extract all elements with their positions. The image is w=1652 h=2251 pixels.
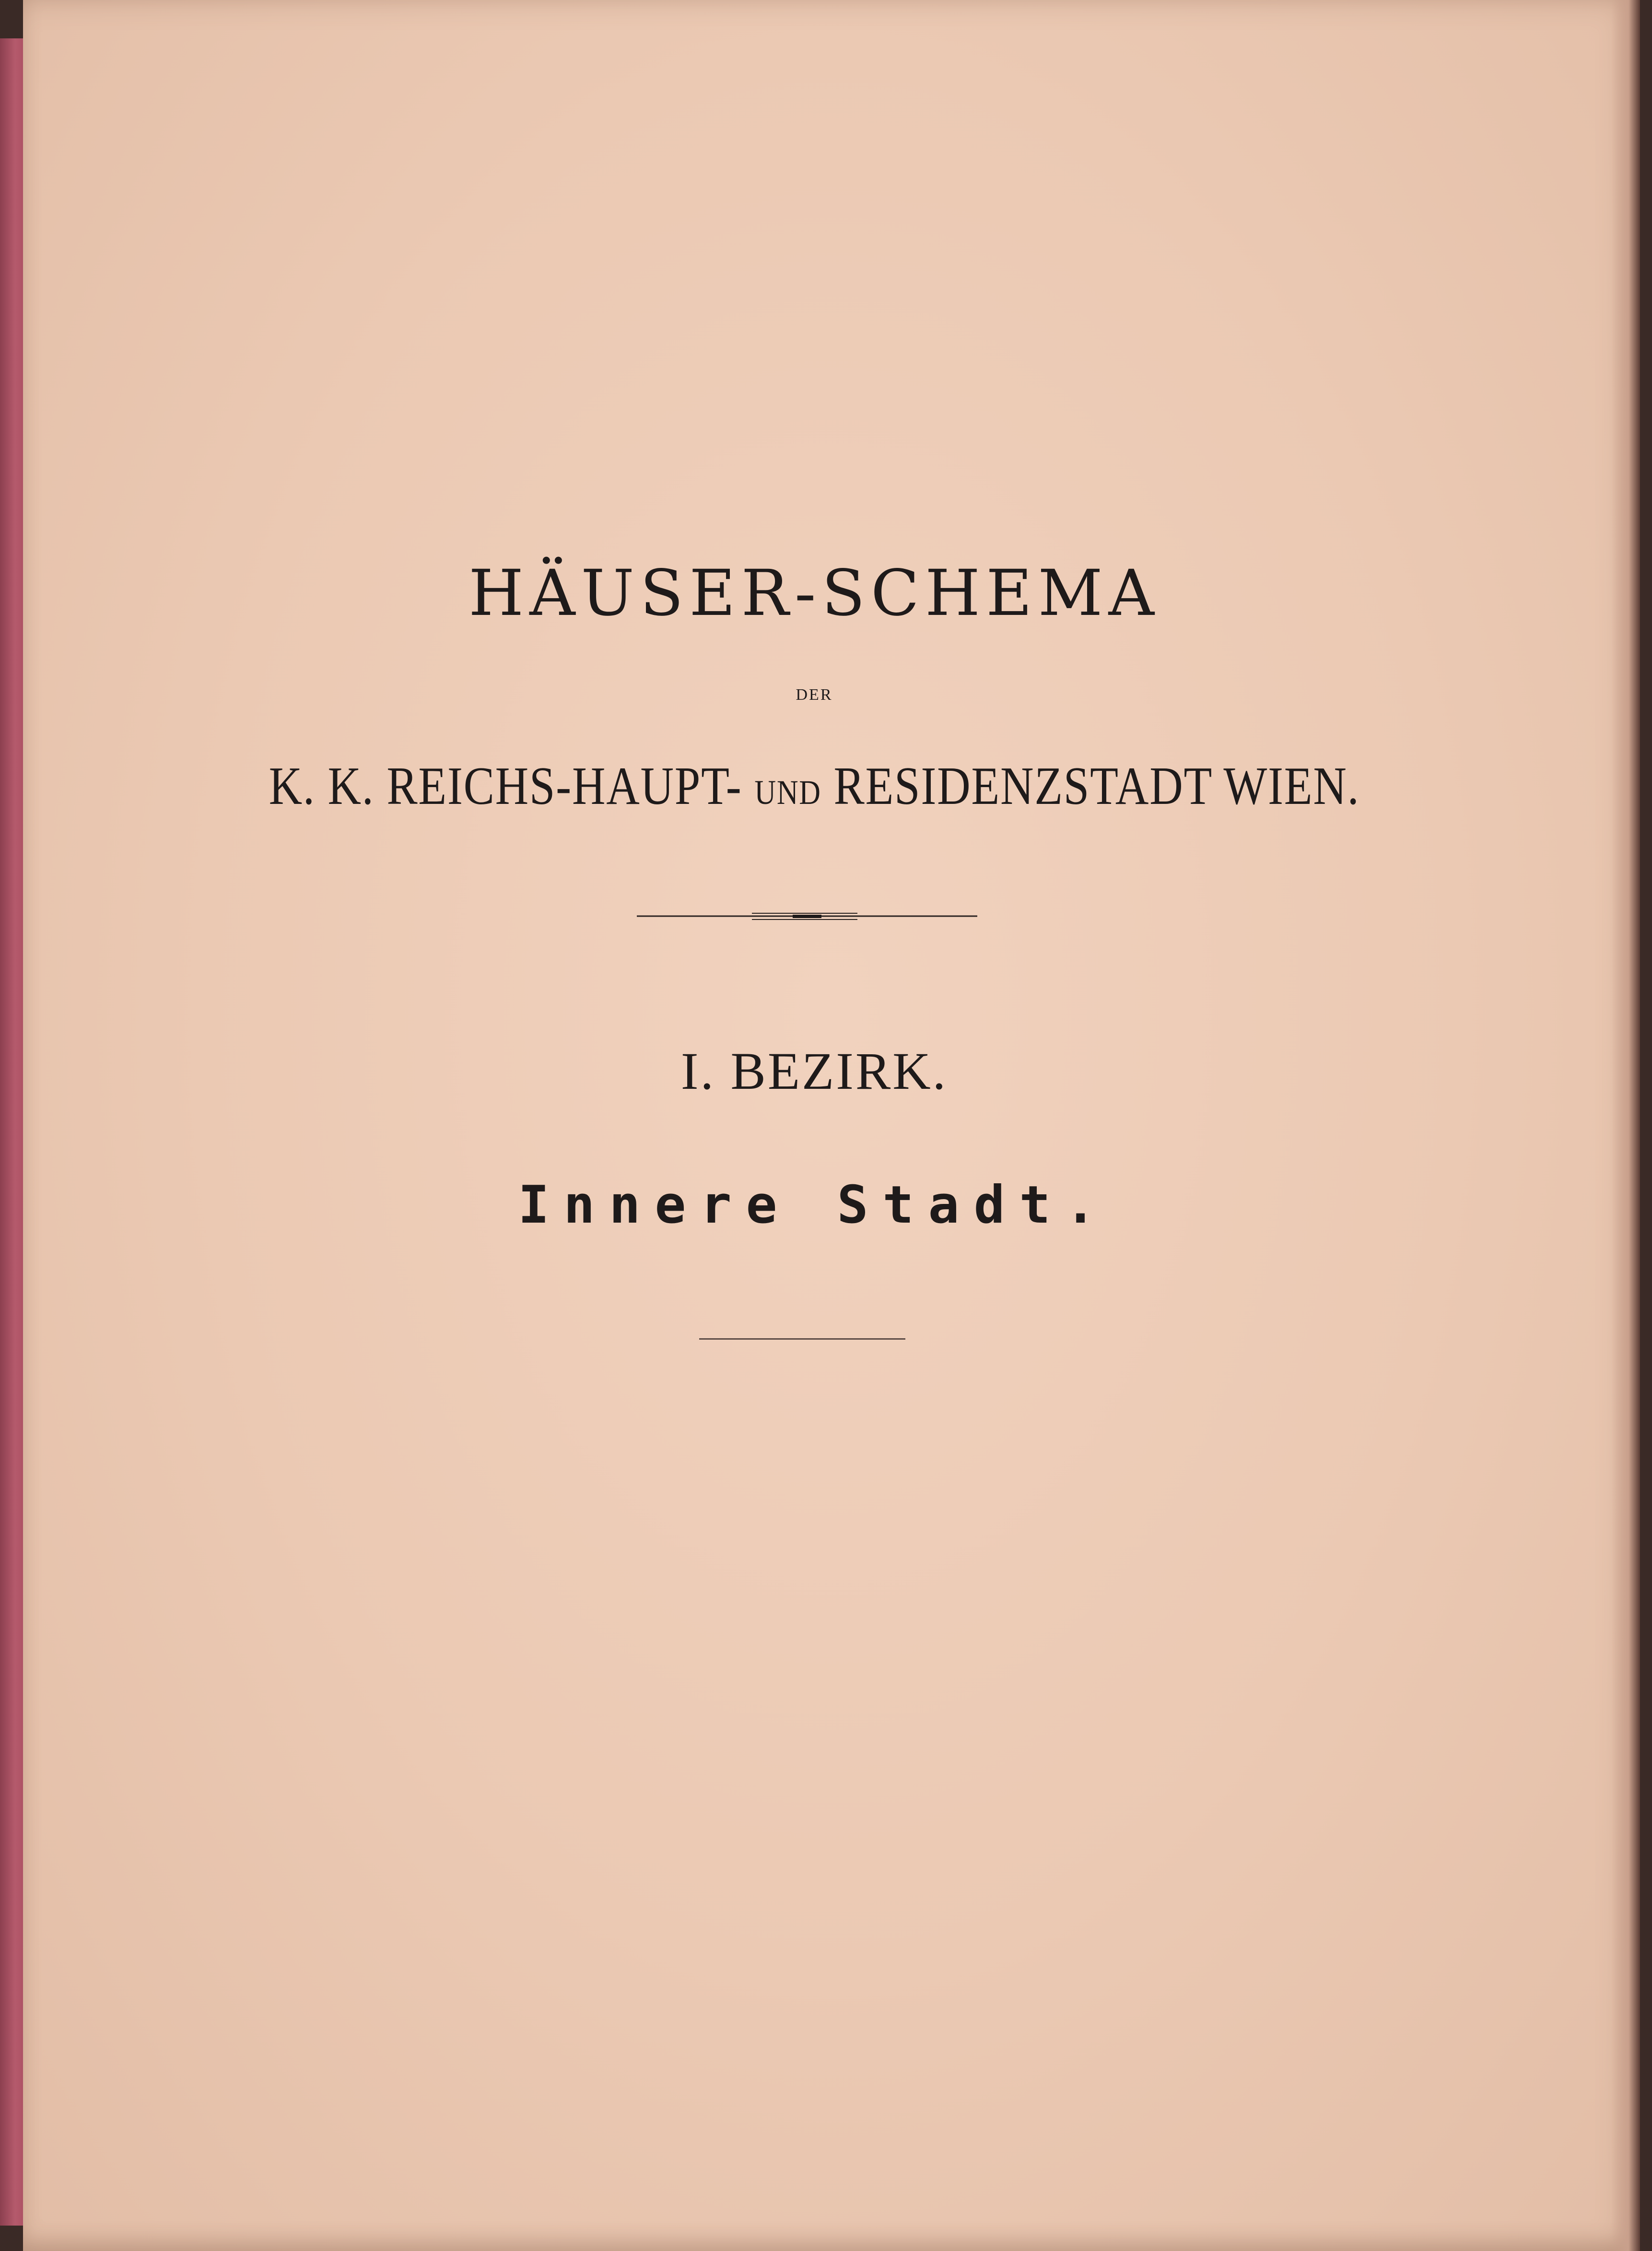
- document-title: HÄUSER-SCHEMA: [469, 556, 1160, 630]
- city-line-part3: RESIDENZSTADT WIEN.: [833, 756, 1360, 816]
- city-line-part2: UND: [754, 773, 821, 812]
- district-heading: I. BEZIRK.: [680, 1042, 948, 1100]
- title-connector: DER: [796, 686, 833, 704]
- ornamental-divider: [637, 911, 977, 926]
- title-page: [23, 0, 1640, 2251]
- district-name: Innere Stadt.: [518, 1175, 1111, 1235]
- city-line-part1: K. K. REICHS-HAUPT-: [269, 756, 742, 816]
- page-edge-shadow: [1611, 0, 1640, 2251]
- closing-rule: [699, 1338, 905, 1340]
- city-line: [134, 755, 1495, 817]
